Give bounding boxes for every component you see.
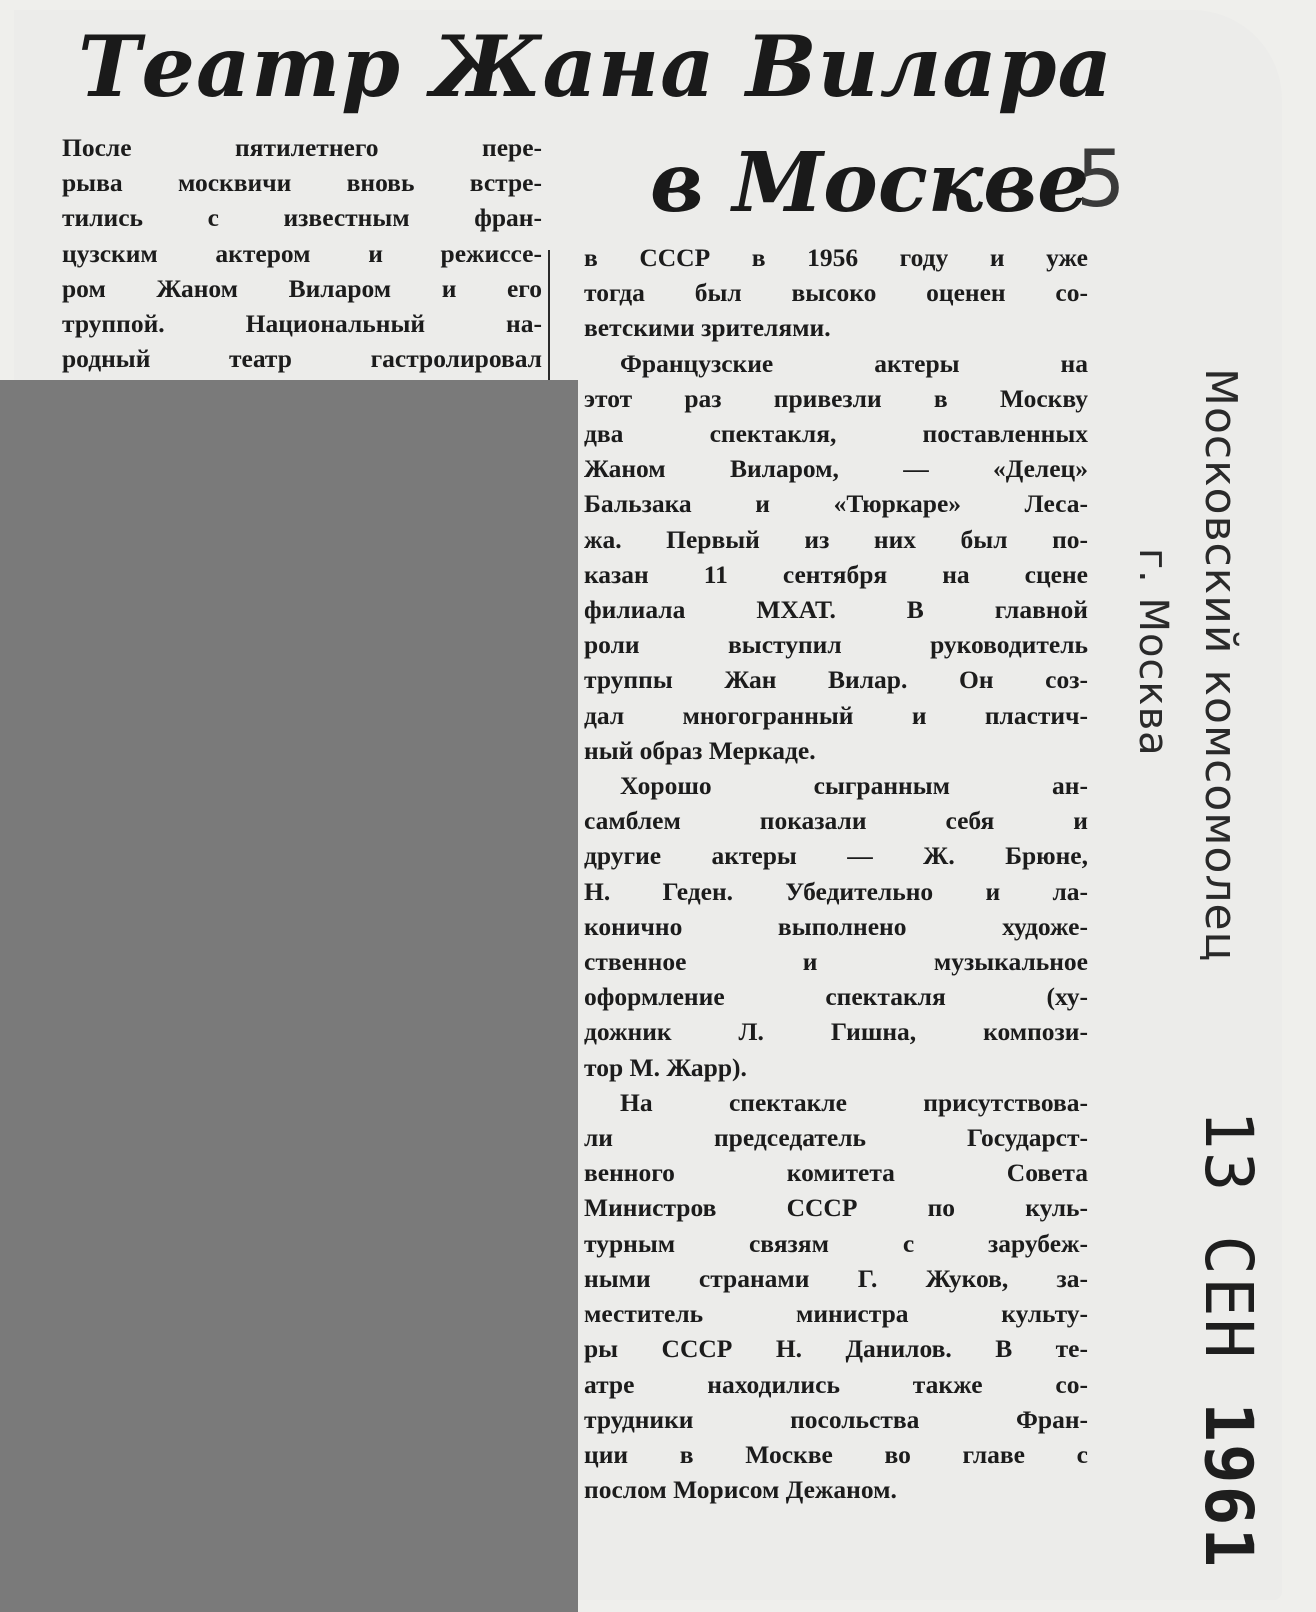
backing-board	[0, 380, 578, 1612]
text-line: После пятилетнего пере-	[62, 133, 542, 162]
text-line: другие актеры — Ж. Брюне,	[584, 841, 1088, 871]
column-divider	[548, 250, 550, 380]
article-left-column	[62, 130, 542, 376]
headline-line-2: в Москве	[650, 135, 1090, 231]
text-line: оформление спектакля (ху-	[584, 982, 1088, 1012]
text-line: Жаном Виларом, — «Делец»	[584, 454, 1088, 484]
headline-line-1: Театр Жана Вилара	[78, 17, 1113, 116]
text-line: тор М. Жарр).	[584, 1052, 747, 1082]
text-line: казан 11 сентября на сцене	[584, 559, 1088, 589]
text-line: труппы Жан Вилар. Он соз-	[584, 665, 1088, 695]
text-line: ными странами Г. Жуков, за-	[584, 1263, 1088, 1293]
text-line: филиала МХАТ. В главной	[584, 595, 1088, 625]
text-line: послом Морисом Дежаном.	[584, 1475, 897, 1505]
text-line: турным связям с зарубеж-	[584, 1228, 1088, 1258]
text-line: Французские актеры на	[620, 348, 1088, 378]
text-line: На спектакле присутствова-	[620, 1087, 1088, 1117]
text-line: ственное и музыкальное	[584, 947, 1088, 977]
text-line: труппой. Национальный на-	[62, 309, 542, 339]
text-line: дал многогранный и пластич-	[584, 700, 1088, 730]
text-line: этот раз привезли в Москву	[584, 383, 1088, 413]
text-line: Министров СССР по куль-	[584, 1193, 1088, 1223]
text-line: в СССР в 1956 году и уже	[584, 243, 1088, 272]
text-line: два спектакля, поставленных	[584, 419, 1088, 449]
text-line: ры СССР Н. Данилов. В те-	[584, 1334, 1088, 1364]
text-line: Бальзака и «Тюркаре» Леса-	[584, 489, 1088, 519]
text-line: меститель министра культу-	[584, 1299, 1088, 1329]
text-line: трудники посольства Фран-	[584, 1404, 1088, 1434]
stamp-date-day-month: 13 СЕН	[1190, 1110, 1267, 1361]
text-line: самблем показали себя и	[584, 806, 1088, 836]
pencil-annotation: 5	[1076, 135, 1126, 225]
text-line: ный образ Меркаде.	[584, 735, 816, 765]
text-line: ли председатель Государст-	[584, 1123, 1088, 1153]
text-line: Н. Геден. Убедительно и ла-	[584, 876, 1088, 906]
text-line: ции в Москве во главе с	[584, 1439, 1088, 1469]
article-right-column	[584, 240, 1088, 1507]
text-line: Хорошо сыгранным ан-	[620, 771, 1088, 801]
text-line: конично выполнено художе-	[584, 911, 1088, 941]
text-line: тогда был высоко оценен со-	[584, 278, 1088, 308]
text-line: венного комитета Совета	[584, 1158, 1088, 1188]
stamp-city: г. Москва	[1130, 548, 1176, 757]
text-line: атре находились также со-	[584, 1369, 1088, 1399]
text-line: тились с известным фран-	[62, 203, 542, 233]
stamp-date-year: 1961	[1190, 1402, 1267, 1570]
text-line: роли выступил руководитель	[584, 630, 1088, 660]
text-line: дожник Л. Гишна, компози-	[584, 1017, 1088, 1047]
text-line: жа. Первый из них был по-	[584, 524, 1088, 554]
text-line: родный театр гастролировал	[62, 344, 542, 374]
stamp-date	[1190, 1110, 1267, 1569]
text-line: цузским актером и режиссе-	[62, 238, 542, 268]
text-line: рыва москвичи вновь встре-	[62, 168, 542, 198]
stamp-newspaper-name: Московский комсомолец	[1195, 368, 1246, 963]
text-line: ветскими зрителями.	[584, 313, 831, 343]
text-line: ром Жаном Виларом и его	[62, 273, 542, 303]
